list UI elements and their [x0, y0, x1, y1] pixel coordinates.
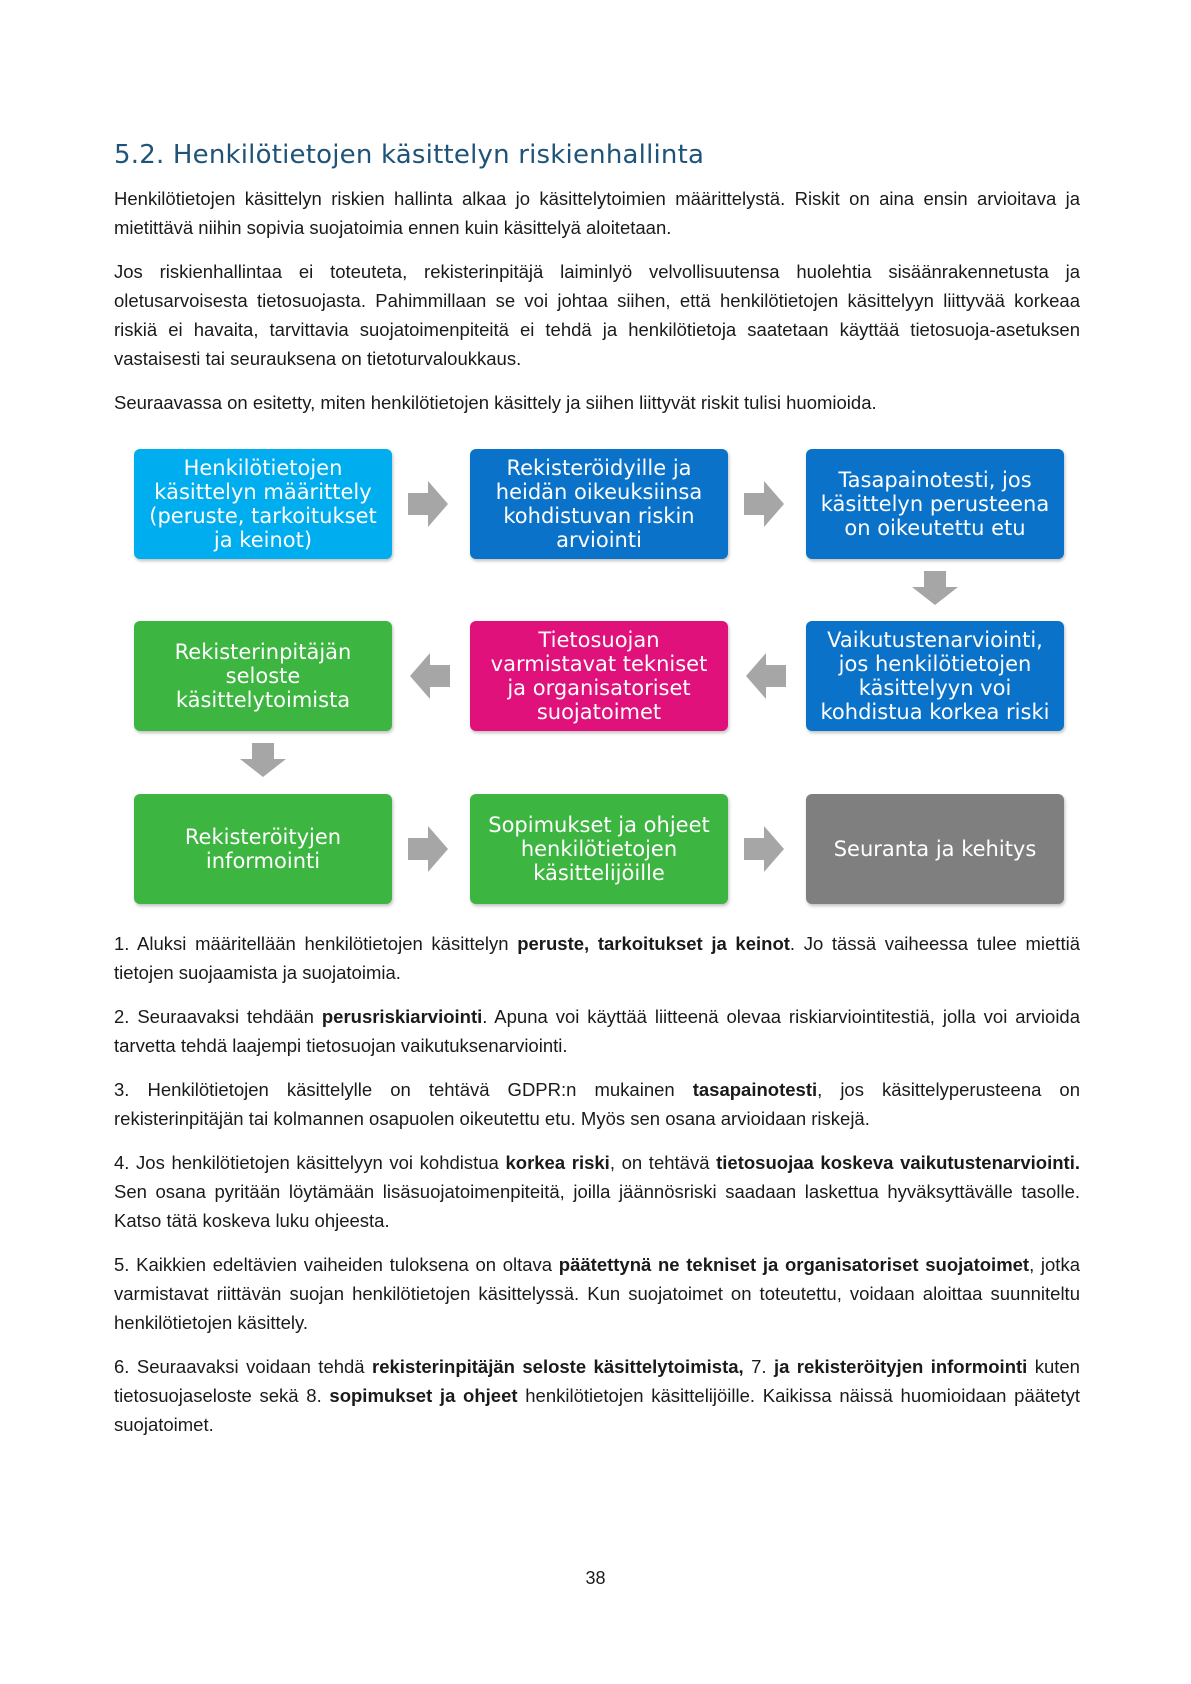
list-item-6: [114, 1352, 1080, 1439]
intro-paragraph-3: Seuraavassa on esitetty, miten henkilötietojen käsittely ja siihen liittyvät riskit tulisi huomioida.: [114, 392, 877, 413]
numbered-list: [114, 929, 1080, 1439]
intro-paragraph-1: Henkilötietojen käsittelyn riskien hallinta alkaa jo käsittelytoimien määrittelystä. Riskit on aina ensin arvioitava ja mietittävä niihin sopivia suojatoimia ennen kuin käsittelyä aloitetaan.: [114, 188, 1080, 238]
arrow-right-icon: [408, 481, 448, 527]
flow-step-1: [134, 449, 392, 559]
body-text: henkilötietojen käsittelijöille. Kaikissa näissä huomioidaan päätetyt suojatoimet.: [114, 1385, 1080, 1435]
flow-step-9-label: Seuranta ja kehitys: [833, 837, 1037, 861]
emphasis-text: korkea riski: [505, 1152, 610, 1173]
page-number: 38: [585, 1568, 606, 1588]
flow-step-2-label: Rekisteröidyille ja heidän oikeuksiinsa kohdistuvan riskin arviointi: [495, 456, 703, 552]
arrow-right-icon: [744, 481, 784, 527]
flow-step-7: [134, 794, 392, 904]
arrow-left-icon: [746, 653, 786, 699]
body-text: 3. Henkilötietojen käsittelylle on tehtävä GDPR:n mukainen: [114, 1079, 693, 1100]
body-text: kuten tietosuojaseloste sekä 8.: [114, 1356, 1080, 1406]
flow-step-5: [470, 621, 728, 731]
flow-step-2: [470, 449, 728, 559]
list-item-4: [114, 1148, 1080, 1235]
emphasis-text: tietosuojaa koskeva vaikutustenarviointi.: [716, 1152, 1080, 1173]
flow-step-3-label: Tasapainotesti, jos käsittelyn perusteena on oikeutettu etu: [820, 468, 1050, 540]
flow-step-4-label: Vaikutustenarviointi, jos henkilötietojen käsittelyyn voi kohdistua korkea riski: [820, 628, 1050, 724]
body-text: 1. Aluksi määritellään henkilötietojen käsittelyn: [114, 933, 518, 954]
emphasis-text: sopimukset ja ohjeet: [329, 1385, 518, 1406]
page-content: [114, 140, 1080, 1454]
arrow-left-icon: [410, 653, 450, 699]
body-text: 7.: [743, 1356, 774, 1377]
section-title: 5.2. Henkilötietojen käsittelyn riskienhallinta: [114, 140, 705, 170]
body-text: 6. Seuraavaksi voidaan tehdä: [114, 1356, 373, 1377]
body-text: . Jo tässä vaiheessa tulee miettiä tietojen suojaamista ja suojatoimia.: [114, 933, 1080, 983]
arrow-down-icon: [912, 571, 958, 605]
emphasis-text: tasapainotesti: [692, 1079, 818, 1100]
list-item-2: [114, 1002, 1080, 1060]
emphasis-text: peruste, tarkoitukset ja keinot: [517, 933, 790, 954]
flow-step-7-label: Rekisteröityjen informointi: [184, 825, 342, 873]
flow-step-8: [470, 794, 728, 904]
body-text: , jotka varmistavat riittävän suojan henkilötietojen käsittelyssä. Kun suojatoimet on toteutettu, voidaan aloittaa suunniteltu henkilötietojen käsittely.: [114, 1254, 1080, 1333]
arrow-right-icon: [744, 826, 784, 872]
body-text: 2. Seuraavaksi tehdään: [114, 1006, 322, 1027]
body-text: Sen osana pyritään löytämään lisäsuojatoimenpiteitä, joilla jäännösriski saadaan laskettua hyväksyttävälle tasolle. Katso tätä koskeva luku ohjeesta.: [114, 1181, 1080, 1231]
emphasis-text: perusriskiarviointi: [321, 1006, 483, 1027]
body-text: , on tehtävä: [609, 1152, 717, 1173]
arrow-right-icon: [408, 826, 448, 872]
flow-step-6: [134, 621, 392, 731]
body-text: 5. Kaikkien edeltävien vaiheiden tuloksena on oltava: [114, 1254, 559, 1275]
body-text: 4. Jos henkilötietojen käsittelyyn voi kohdistua: [114, 1152, 506, 1173]
emphasis-text: rekisterinpitäjän seloste käsittelytoimista,: [372, 1356, 744, 1377]
flow-step-1-label: Henkilötietojen käsittelyn määrittely (peruste, tarkoitukset ja keinot): [149, 456, 377, 552]
emphasis-text: ja rekisteröityjen informointi: [773, 1356, 1028, 1377]
flow-step-8-label: Sopimukset ja ohjeet henkilötietojen käsittelijöille: [488, 813, 710, 885]
flow-step-5-label: Tietosuojan varmistavat tekniset ja organisatoriset suojatoimet: [490, 628, 708, 724]
body-text: , jos käsittelyperusteena on rekisterinpitäjän tai kolmannen osapuolen oikeutettu etu. Myös sen osana arvioidaan riskejä.: [114, 1079, 1081, 1129]
flow-step-4: [806, 621, 1064, 731]
arrow-down-icon: [240, 743, 286, 777]
process-flow-diagram: [114, 449, 1080, 909]
flow-step-9: [806, 794, 1064, 904]
list-item-3: [114, 1075, 1080, 1133]
intro-paragraph-2: Jos riskienhallintaa ei toteuteta, rekisterinpitäjä laiminlyö velvollisuutensa huolehtia sisäänrakennetusta ja oletusarvoisesta tietosuojasta. Pahimmillaan se voi johtaa siihen, että henkilötietojen käsittelyyn liittyvää korkeaa riskiä ei havaita, tarvittavia suojatoimenpiteitä ei tehdä ja henkilötietoja saatetaan käyttää tietosuoja-asetuksen vastaisesti tai seurauksena on tietoturvaloukkaus.: [114, 261, 1080, 369]
emphasis-text: päätettynä ne tekniset ja organisatoriset suojatoimet: [558, 1254, 1030, 1275]
flow-step-3: [806, 449, 1064, 559]
body-text: . Apuna voi käyttää liitteenä olevaa riskiarviointitestiä, jolla voi arvioida tarvetta tehdä laajempi tietosuojan vaikutuksenarviointi.: [114, 1006, 1081, 1056]
list-item-1: [114, 929, 1080, 987]
flow-step-6-label: Rekisterinpitäjän seloste käsittelytoimista: [174, 640, 352, 712]
list-item-5: [114, 1250, 1080, 1337]
